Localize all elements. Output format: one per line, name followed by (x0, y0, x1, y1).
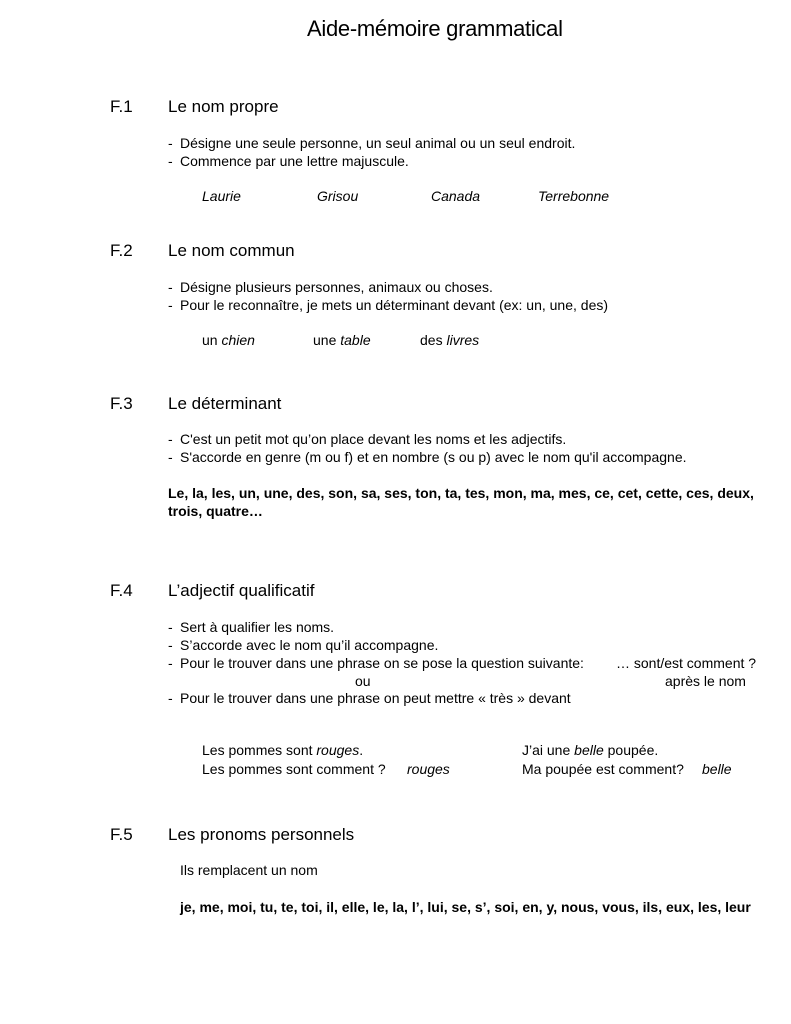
section-number-f5: F.5 (110, 825, 133, 844)
example-f1-1: Laurie (202, 188, 241, 204)
example-f1-2: Grisou (317, 188, 359, 204)
bullet-f4-2: - S’accorde avec le nom qu’il accompagne. (168, 637, 439, 653)
section-title-f5: Les pronoms personnels (168, 825, 355, 844)
example-noun: table (340, 332, 371, 348)
example-f4-left-2 (202, 761, 386, 777)
bullet-text: C'est un petit mot qu’on place devant les noms et les adjectifs. (180, 431, 567, 447)
section-title-f1: Le nom propre (168, 97, 279, 116)
example-f1-3: Canada (431, 188, 481, 204)
example-det: une (313, 332, 337, 348)
bullet-f2-2: - Pour le reconnaître, je mets un déterminant devant (ex: un, une, des) (168, 297, 609, 313)
example-text: Ma poupée est comment? (522, 761, 684, 777)
section-title-f2: Le nom commun (168, 241, 295, 260)
example-text: poupée. (603, 742, 659, 758)
example-f2-2 (313, 332, 371, 348)
pronoun-list: je, me, moi, tu, te, toi, il, elle, le, la, l’, lui, se, s’, soi, en, y, nous, vous, ils, eux, les, leur (180, 899, 751, 915)
bullet-text: Sert à qualifier les noms. (180, 619, 335, 635)
section-title-f4: L’adjectif qualificatif (168, 581, 315, 600)
example-noun: chien (221, 332, 255, 348)
example-text: . (359, 742, 364, 758)
determinant-list-line2: trois, quatre… (168, 503, 263, 519)
determinant-list-line1: Le, la, les, un, une, des, son, sa, ses, ton, ta, tes, mon, ma, mes, ce, cet, cette, ces, deux, (168, 485, 754, 501)
example-f4-left-2-answer: rouges (407, 761, 450, 777)
page-title: Aide-mémoire grammatical (307, 16, 563, 41)
or-word: ou (355, 673, 371, 689)
example-f4-left-1 (202, 742, 363, 758)
example-text: Les pommes sont (202, 742, 317, 758)
example-f4-right-2 (522, 761, 684, 777)
section-number-f3: F.3 (110, 394, 133, 413)
bullet-text: Pour le trouver dans une phrase on peut mettre « très » devant (180, 690, 571, 706)
example-adjective: belle (574, 742, 604, 758)
section-title-f3: Le déterminant (168, 394, 282, 413)
bullet-text: Commence par une lettre majuscule. (180, 153, 409, 169)
example-text: J’ai une (522, 742, 575, 758)
example-f4-right-1 (522, 742, 658, 758)
bullet-f4-4: - Pour le trouver dans une phrase on peut mettre « très » devant (168, 690, 571, 706)
bullet-f4-3: - Pour le trouver dans une phrase on se pose la question suivante: (168, 655, 584, 671)
bullet-text: Désigne plusieurs personnes, animaux ou choses. (180, 279, 493, 295)
pronoun-intro: Ils remplacent un nom (180, 862, 318, 878)
example-noun: livres (446, 332, 480, 348)
bullet-f1-2: - Commence par une lettre majuscule. (168, 153, 409, 169)
bullet-f1-1: - Désigne une seule personne, un seul animal ou un seul endroit. (168, 135, 576, 151)
bullet-f4-1: - Sert à qualifier les noms. (168, 619, 335, 635)
bullet-text: Désigne une seule personne, un seul animal ou un seul endroit. (180, 135, 576, 151)
section-number-f1: F.1 (110, 97, 133, 116)
example-f2-1 (202, 332, 255, 348)
example-adjective: rouges (316, 742, 360, 758)
bullet-text: Pour le trouver dans une phrase on se pose la question suivante: (180, 655, 584, 671)
example-f2-3 (420, 332, 479, 348)
after-noun: après le nom (665, 673, 746, 689)
bullet-f2-1: - Désigne plusieurs personnes, animaux ou choses. (168, 279, 493, 295)
section-number-f4: F.4 (110, 581, 133, 600)
bullet-text: Pour le reconnaître, je mets un déterminant devant (ex: un, une, des) (180, 297, 609, 313)
bullet-text: S'accorde en genre (m ou f) et en nombre (s ou p) avec le nom qu'il accompagne. (180, 449, 687, 465)
bullet-text: S’accorde avec le nom qu’il accompagne. (180, 637, 439, 653)
example-det: un (202, 332, 218, 348)
bullet-f3-2: - S'accorde en genre (m ou f) et en nombre (s ou p) avec le nom qu'il accompagne. (168, 449, 687, 465)
question-right: … sont/est comment ? (616, 655, 757, 671)
section-number-f2: F.2 (110, 241, 133, 260)
example-f4-right-2-answer: belle (702, 761, 732, 777)
example-f1-4: Terrebonne (538, 188, 610, 204)
bullet-f3-1: - C'est un petit mot qu’on place devant les noms et les adjectifs. (168, 431, 567, 447)
example-det: des (420, 332, 443, 348)
example-text: Les pommes sont comment ? (202, 761, 386, 777)
